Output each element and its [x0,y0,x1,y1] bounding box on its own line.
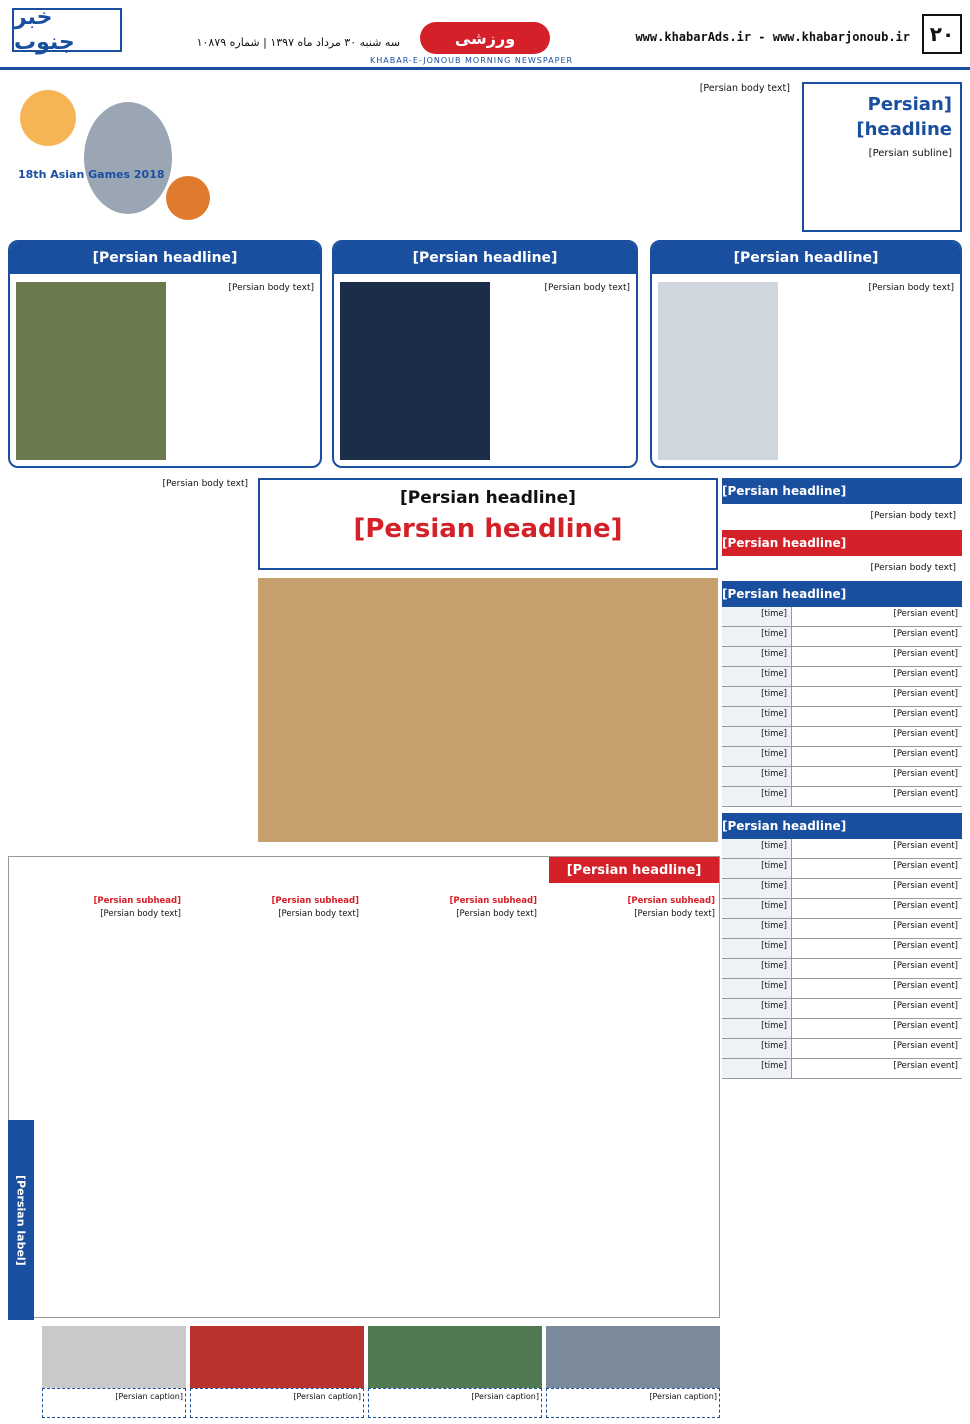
schedule-row: [Persian event] [time] [722,767,962,787]
schedule-table [722,607,962,807]
feature-headline: [Persian headline] [353,514,623,544]
schedule-row: [Persian event] [time] [722,919,962,939]
feature-headline-box [258,478,718,570]
schedule-row: [Persian event] [time] [722,687,962,707]
schedule-row: [Persian event] [time] [722,647,962,667]
brief-1-title: [Persian headline] [722,478,962,504]
news-text: [Persian body text] [634,908,715,919]
news-text: [Persian body text] [278,908,359,919]
news-subhead: [Persian subhead] [449,896,537,906]
brief-2-text: [Persian body text] [870,562,956,573]
right-sidebar [722,478,962,1418]
news-column-2 [365,887,541,1313]
photo-caption: [Persian caption] [42,1388,186,1418]
news-subhead: [Persian subhead] [93,896,181,906]
story-box-1-title: [Persian headline] [652,242,960,274]
schedule-title: [Persian headline] [722,581,962,607]
news-text: [Persian body text] [456,908,537,919]
news-column-4 [9,887,185,1313]
photo-caption: [Persian caption] [190,1388,364,1418]
schedule-row: [Persian event] [time] [722,667,962,687]
schedule-row: [Persian event] [time] [722,859,962,879]
mascot-illustration [8,78,228,238]
newspaper-logo: خبر جنوب [12,8,122,52]
brief-1-text: [Persian body text] [870,511,956,521]
news-text: [Persian body text] [100,908,181,919]
games-label: 18th Asian Games 2018 [18,168,165,181]
schedule-row: [Persian event] [time] [722,1059,962,1079]
story-box-2-photo [340,282,490,460]
schedule-2-title: [Persian headline] [722,813,962,839]
schedule-row: [Persian event] [time] [722,627,962,647]
tagline: KHABAR-E-JONOUB MORNING NEWSPAPER [370,56,574,65]
schedule-row: [Persian event] [time] [722,747,962,767]
section-label: ورزشی [420,22,550,54]
story-box-1 [650,240,962,468]
site-url[interactable]: www.khabarAds.ir - www.khabarjonoub.ir [635,30,910,44]
story-box-3-photo [16,282,166,460]
lead-headline: [Persian headline] [856,94,952,141]
story-box-3-text: [Persian body text] [228,283,314,293]
asian-games-artwork [8,78,228,238]
lead-subline: [Persian subline] [868,148,952,160]
story-box-2-title: [Persian headline] [334,242,636,274]
bottom-photo-1 [546,1326,720,1418]
schedule-row: [Persian event] [time] [722,979,962,999]
schedule-row: [Persian event] [time] [722,607,962,627]
schedule-row: [Persian event] [time] [722,1019,962,1039]
bottom-photo-2 [368,1326,542,1418]
schedule-row: [Persian event] [time] [722,839,962,859]
schedule-row: [Persian event] [time] [722,899,962,919]
bottom-photo-4 [42,1326,186,1418]
news-column-3 [187,887,363,1313]
schedule-row: [Persian event] [time] [722,939,962,959]
story-box-3-title: [Persian headline] [10,242,320,274]
feature-text: [Persian body text] [162,479,248,489]
schedule-row: [Persian event] [time] [722,959,962,979]
photo-caption: [Persian caption] [368,1388,542,1418]
schedule-row: [Persian event] [time] [722,879,962,899]
photo-caption: [Persian caption] [546,1388,720,1418]
feature-story [8,478,720,848]
schedule-row: [Persian event] [time] [722,1039,962,1059]
bottom-photo-3 [190,1326,364,1418]
through-the-lens-label: [Persian label] [8,1120,34,1320]
story-box-2-text: [Persian body text] [544,283,630,293]
schedule-row: [Persian event] [time] [722,787,962,807]
story-box-2 [332,240,638,468]
schedule-row: [Persian event] [time] [722,999,962,1019]
lead-text: [Persian body text] [699,83,790,94]
bottom-photo-strip [8,1326,720,1418]
issue-line: سه شنبه ۳۰ مرداد ماه ۱۳۹۷ | شماره ۱۰۸۷۹ [196,36,400,49]
news-subhead: [Persian subhead] [627,896,715,906]
schedule-row: [Persian event] [time] [722,727,962,747]
story-box-1-text: [Persian body text] [868,283,954,293]
news-title: [Persian headline] [549,857,719,883]
news-column-1 [543,887,719,1313]
feature-kicker: [Persian headline] [400,488,576,508]
schedule-2-table [722,839,962,1079]
news-block [8,856,720,1318]
news-subhead: [Persian subhead] [271,896,359,906]
page-number: ۲۰ [922,14,962,54]
story-box-1-photo [658,282,778,460]
lead-headline-box [802,82,962,232]
feature-photo [258,578,718,842]
masthead [0,0,970,70]
brief-2-title: [Persian headline] [722,530,962,556]
schedule-row: [Persian event] [time] [722,707,962,727]
story-box-3 [8,240,322,468]
